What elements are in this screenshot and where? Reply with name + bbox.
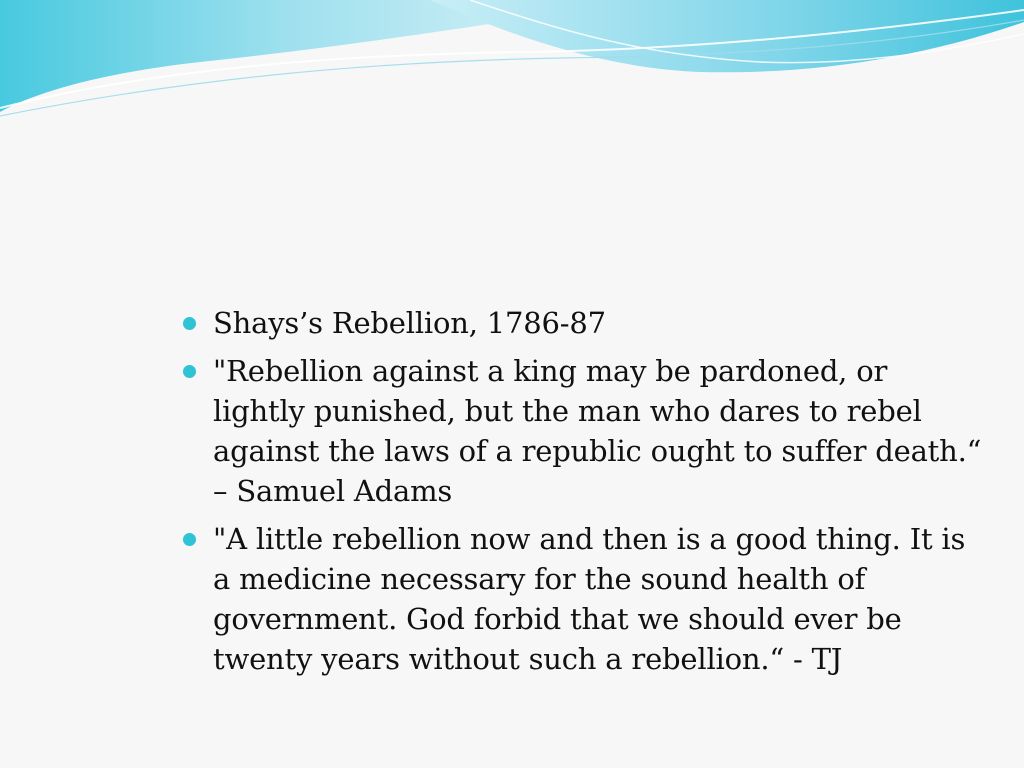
bullet-dot-icon: [183, 533, 196, 546]
bullet-list: [183, 303, 983, 679]
content-area: [183, 303, 983, 687]
bullet-item-tj-quote: [183, 519, 983, 679]
bullet-item-shays-rebellion: [183, 303, 983, 343]
bullet-text: Shays’s Rebellion, 1786-87: [213, 306, 606, 340]
bullet-dot-icon: [183, 317, 196, 330]
bullet-item-samuel-adams-quote: [183, 351, 983, 511]
bullet-text: "A little rebellion now and then is a good thing. It is a medicine necessary for the sound health of government. God forbid that we should ever be twenty years without such a rebellion.“ - TJ: [213, 522, 966, 676]
bullet-text: "Rebellion against a king may be pardoned, or lightly punished, but the man who dares to rebel against the laws of a republic ought to suffer death.“ – Samuel Adams: [213, 354, 982, 508]
header-wave-decoration: [0, 0, 1024, 130]
bullet-dot-icon: [183, 365, 196, 378]
